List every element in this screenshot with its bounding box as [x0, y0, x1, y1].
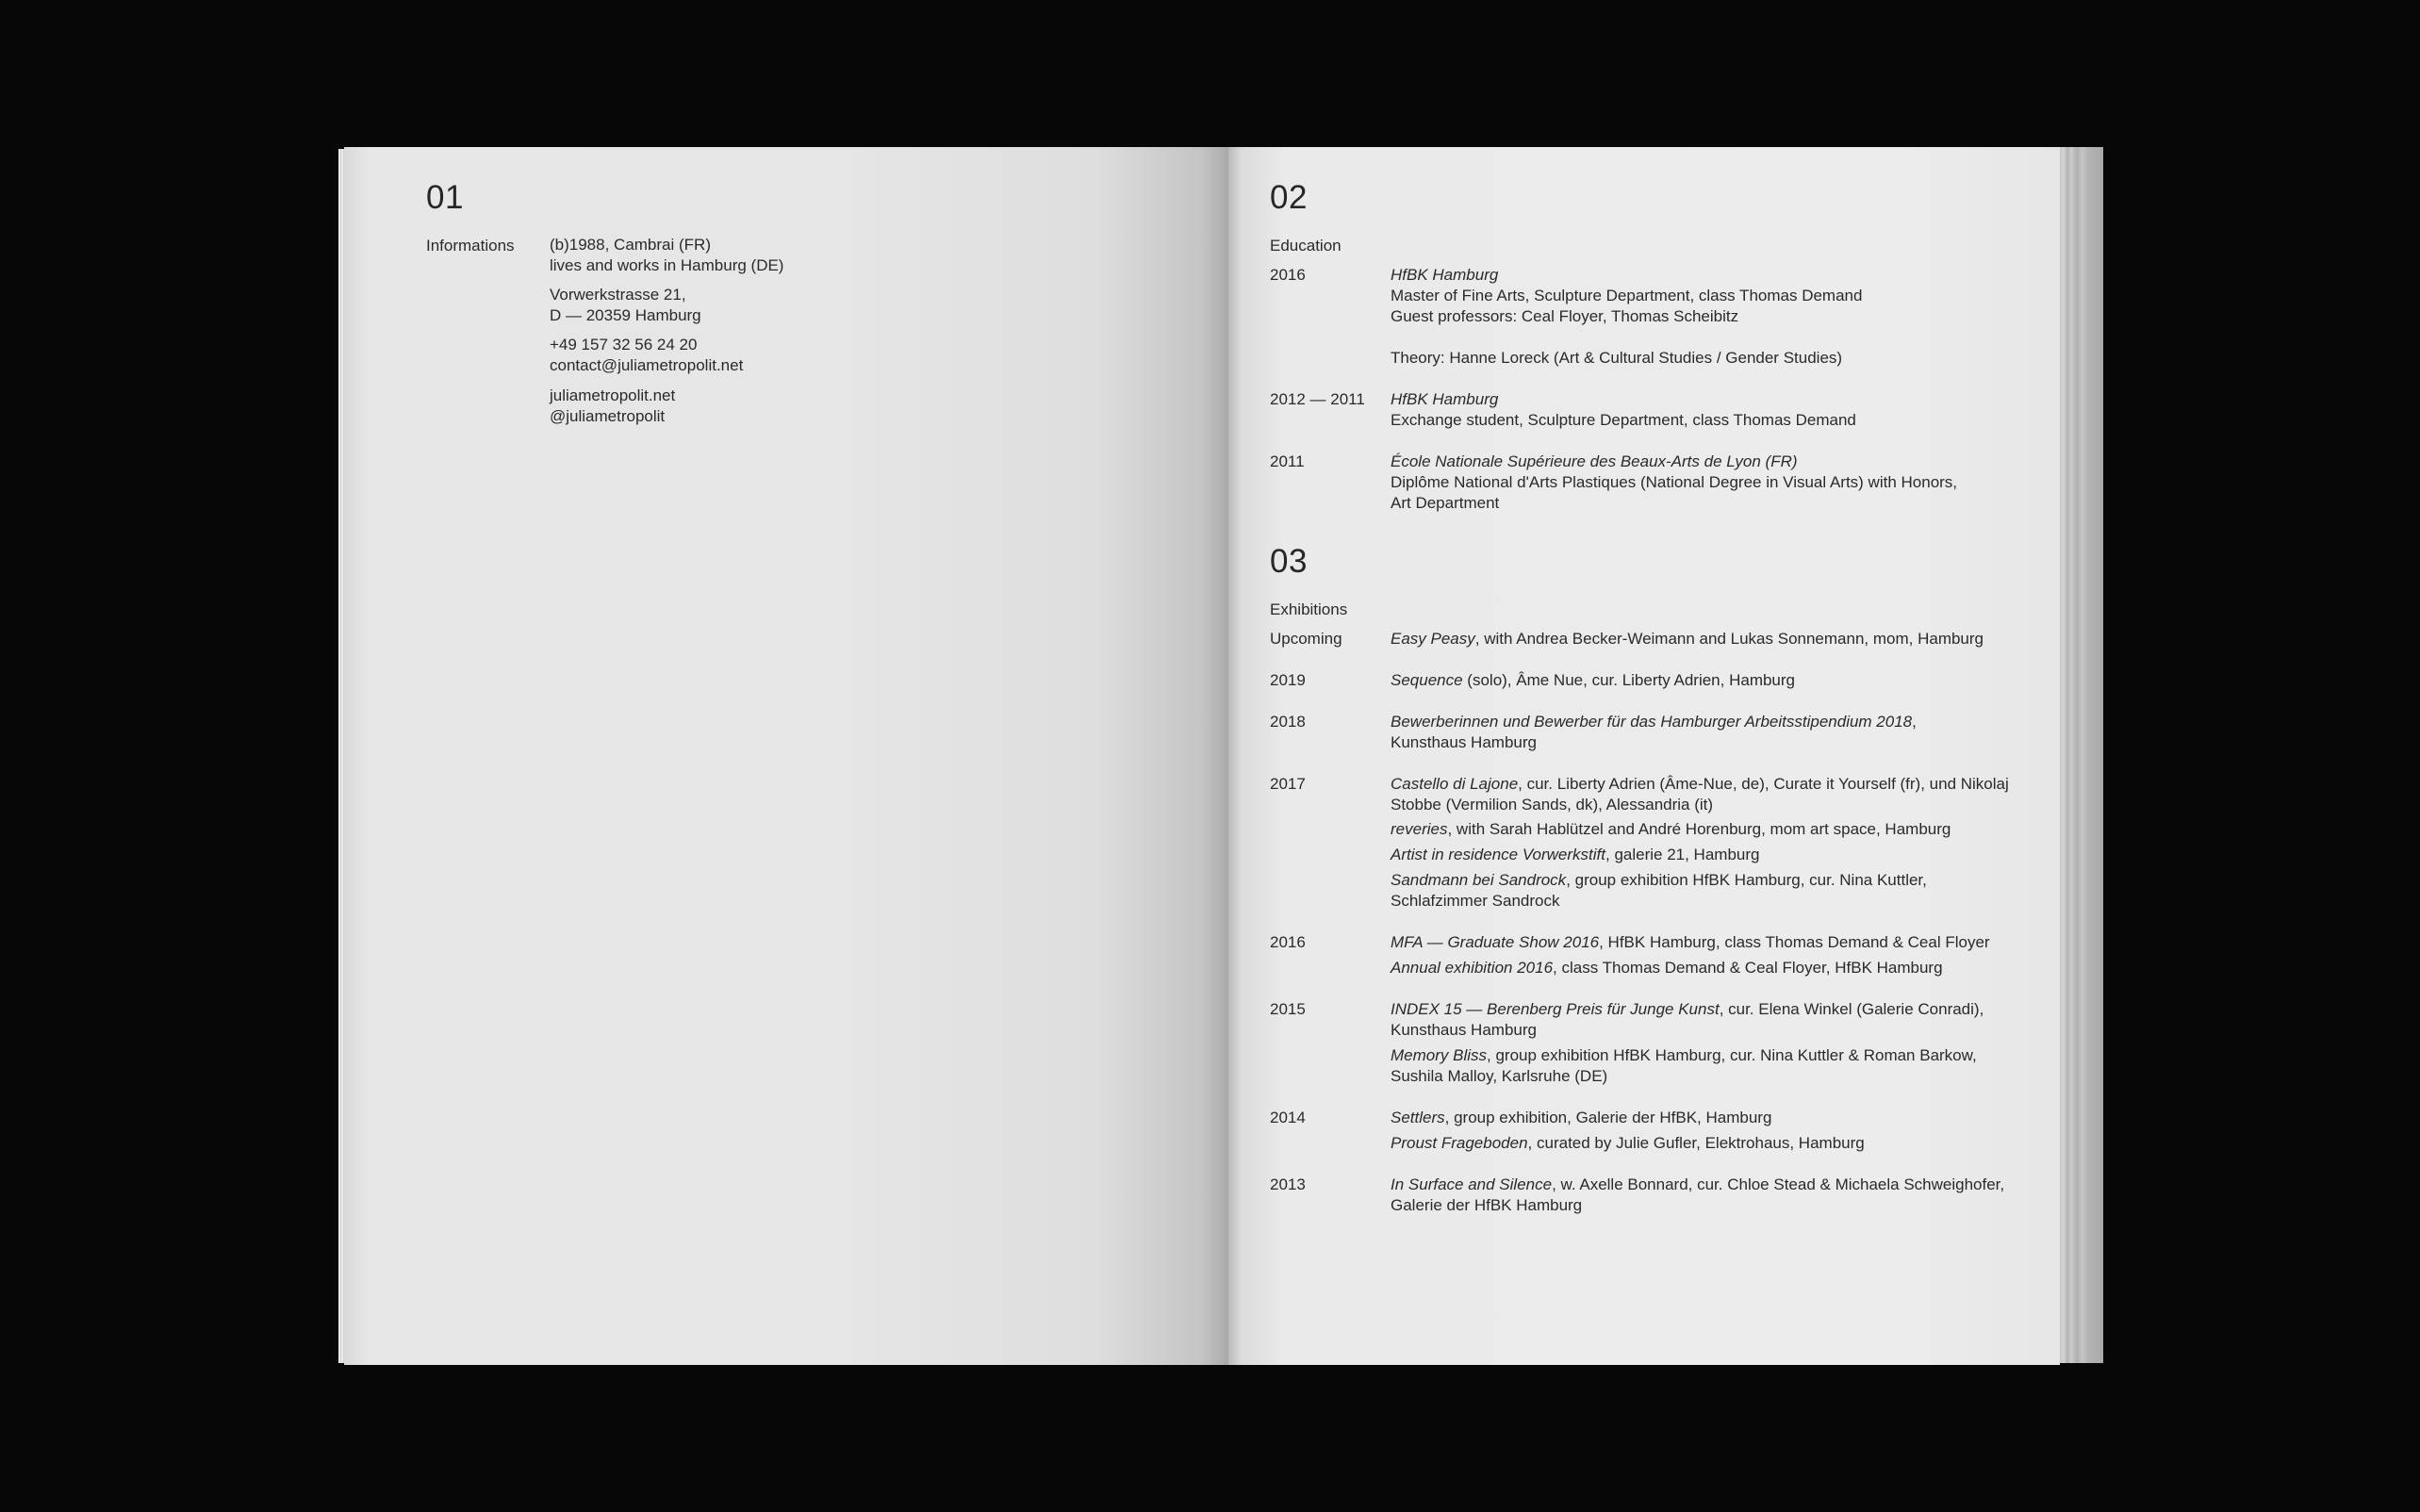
entry-year: 2015 — [1270, 1000, 1306, 1018]
exhibition-details: , galerie 21, Hamburg — [1605, 846, 1760, 863]
exhibition-details: , group exhibition HfBK Hamburg, cur. Nina Kuttler, — [1566, 871, 1927, 889]
exhibition-details: , with Andrea Becker-Weimann and Lukas Sonnemann, mom, Hamburg — [1474, 630, 1984, 648]
phone-number: +49 157 32 56 24 20 — [550, 336, 698, 353]
exhibition-item — [1391, 999, 1984, 1020]
exhibition-title: INDEX 15 — Berenberg Preis für Junge Kunst — [1391, 1000, 1720, 1018]
exhibition-title: Artist in residence Vorwerkstift — [1391, 846, 1605, 863]
left-page — [344, 147, 1228, 1365]
exhibition-details: , cur. Liberty Adrien (Âme-Nue, de), Curate it Yourself (fr), und Nikolaj — [1518, 775, 2009, 793]
exhibition-line: Schlafzimmer Sandrock — [1391, 892, 1560, 910]
entry-year: 2016 — [1270, 933, 1306, 951]
exhibition-item — [1391, 1175, 2004, 1195]
exhibition-details: , group exhibition, Galerie der HfBK, Hamburg — [1444, 1109, 1772, 1126]
exhibition-item — [1391, 1108, 1771, 1128]
exhibition-item — [1391, 819, 1951, 840]
exhibition-item — [1391, 712, 1917, 732]
entry-line: Guest professors: Ceal Floyer, Thomas Scheibitz — [1391, 307, 1739, 325]
info-line: lives and works in Hamburg (DE) — [550, 256, 784, 274]
education-label: Education — [1270, 237, 1342, 255]
exhibition-details: , group exhibition HfBK Hamburg, cur. Nina Kuttler & Roman Barkow, — [1487, 1046, 1977, 1064]
exhibition-title: Easy Peasy — [1391, 630, 1475, 648]
entry-title: HfBK Hamburg — [1391, 266, 1499, 284]
entry-year: Upcoming — [1270, 630, 1342, 648]
social-handle: @juliametropolit — [550, 407, 666, 425]
entry-line: Master of Fine Arts, Sculpture Department, class Thomas Demand — [1391, 287, 1863, 304]
exhibition-title: Memory Bliss — [1391, 1046, 1488, 1064]
exhibition-details: (solo), Âme Nue, cur. Liberty Adrien, Hamburg — [1462, 671, 1796, 689]
entry-line: Exchange student, Sculpture Department, class Thomas Demand — [1391, 411, 1856, 429]
exhibition-line: Sushila Malloy, Karlsruhe (DE) — [1391, 1067, 1608, 1085]
exhibition-item — [1391, 629, 1984, 649]
entry-year: 2016 — [1270, 266, 1306, 284]
exhibition-item — [1391, 1045, 1977, 1066]
exhibition-title: Annual exhibition 2016 — [1391, 959, 1554, 977]
exhibition-item — [1391, 870, 1927, 891]
entry-line: Diplôme National d'Arts Plastiques (National Degree in Visual Arts) with Honors, — [1391, 473, 1958, 491]
exhibition-title: Sandmann bei Sandrock — [1391, 871, 1567, 889]
exhibition-item — [1391, 670, 1795, 691]
exhibition-details: , class Thomas Demand & Ceal Floyer, HfBK Hamburg — [1553, 959, 1943, 977]
entry-year: 2012 — 2011 — [1270, 390, 1365, 408]
exhibition-details: , w. Axelle Bonnard, cur. Chloe Stead & Michaela Schweighofer, — [1552, 1175, 2005, 1193]
exhibition-line: Kunsthaus Hamburg — [1391, 733, 1537, 751]
exhibition-details: , — [1912, 713, 1917, 731]
email-address: contact@juliametropolit.net — [550, 356, 744, 374]
entry-year: 2019 — [1270, 671, 1306, 689]
exhibition-title: Bewerberinnen und Bewerber für das Hamburger Arbeitsstipendium 2018 — [1391, 713, 1913, 731]
exhibition-item — [1391, 958, 1943, 978]
exhibition-details: , curated by Julie Gufler, Elektrohaus, Hamburg — [1527, 1134, 1865, 1152]
section-number-03: 03 — [1270, 543, 1308, 580]
exhibition-title: MFA — Graduate Show 2016 — [1391, 933, 1600, 951]
exhibition-line: Kunsthaus Hamburg — [1391, 1021, 1537, 1039]
exhibition-details: , cur. Elena Winkel (Galerie Conradi), — [1719, 1000, 1984, 1018]
info-line: D — 20359 Hamburg — [550, 306, 701, 324]
exhibition-title: Castello di Lajone — [1391, 775, 1519, 793]
exhibition-title: reveries — [1391, 820, 1448, 838]
entry-year: 2018 — [1270, 713, 1306, 731]
exhibition-title: In Surface and Silence — [1391, 1175, 1553, 1193]
exhibition-title: Sequence — [1391, 671, 1463, 689]
exhibition-details: , with Sarah Hablützel and André Horenburg, mom art space, Hamburg — [1447, 820, 1951, 838]
entry-year: 2011 — [1270, 452, 1305, 470]
exhibition-title: Settlers — [1391, 1109, 1445, 1126]
right-page-edges — [2060, 147, 2103, 1363]
entry-line: Theory: Hanne Loreck (Art & Cultural Studies / Gender Studies) — [1391, 349, 1843, 367]
right-page — [1228, 147, 2060, 1365]
exhibition-details: , HfBK Hamburg, class Thomas Demand & Ceal Floyer — [1599, 933, 1990, 951]
exhibition-title: Proust Frageboden — [1391, 1134, 1528, 1152]
website: juliametropolit.net — [550, 386, 676, 404]
entry-title: École Nationale Supérieure des Beaux-Arts de Lyon (FR) — [1391, 452, 1798, 470]
entry-line: Art Department — [1391, 494, 1500, 512]
entry-year: 2013 — [1270, 1175, 1306, 1193]
section-number-02: 02 — [1270, 179, 1308, 216]
info-line: Vorwerkstrasse 21, — [550, 286, 686, 304]
exhibition-item — [1391, 845, 1759, 865]
exhibition-item — [1391, 932, 1990, 953]
exhibition-item — [1391, 774, 2009, 795]
entry-title: HfBK Hamburg — [1391, 390, 1499, 408]
exhibition-line: Stobbe (Vermilion Sands, dk), Alessandria (it) — [1391, 796, 1714, 814]
info-line: (b)1988, Cambrai (FR) — [550, 236, 711, 254]
section-number-01: 01 — [426, 179, 464, 216]
exhibitions-label: Exhibitions — [1270, 600, 1348, 618]
informations-label: Informations — [426, 237, 515, 255]
exhibition-item — [1391, 1133, 1865, 1154]
exhibition-line: Galerie der HfBK Hamburg — [1391, 1196, 1583, 1214]
open-book — [344, 147, 2103, 1365]
entry-year: 2014 — [1270, 1109, 1306, 1126]
entry-year: 2017 — [1270, 775, 1306, 793]
